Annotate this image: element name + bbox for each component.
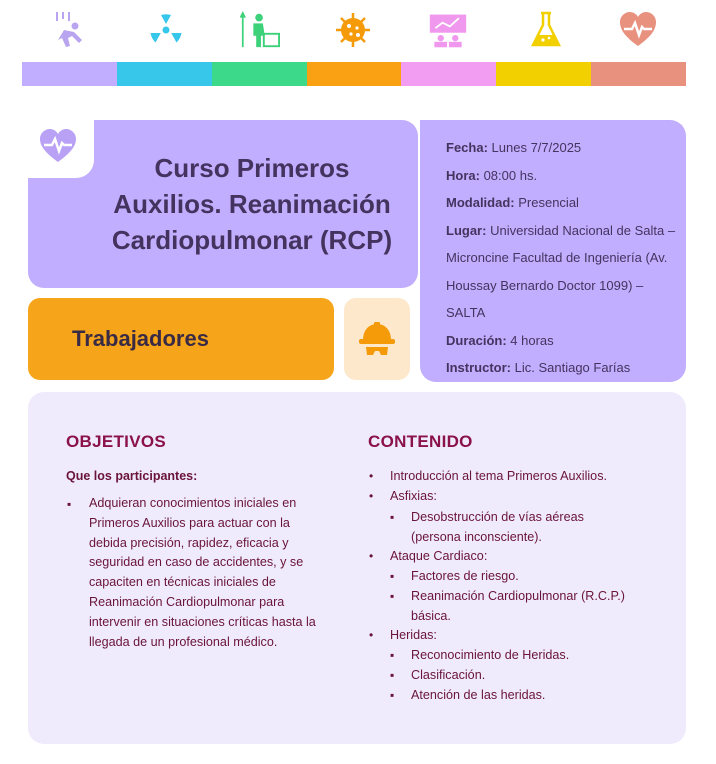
color-segment (307, 62, 402, 86)
detail-fecha: Fecha: Lunes 7/7/2025 (446, 140, 582, 155)
course-title-line: Curso Primeros (154, 153, 350, 183)
contenido-heading: CONTENIDO (368, 432, 473, 451)
course-details (446, 134, 680, 382)
hard-hat-icon (357, 320, 397, 358)
virus-icon (333, 10, 373, 50)
detail-hora: Hora: 08:00 hs. (446, 167, 538, 183)
radiation-icon (146, 10, 186, 50)
bullet-marker: ▪ (390, 648, 395, 662)
bullet-marker: ▪ (390, 688, 395, 702)
course-title-line: Cardiopulmonar (RCP) (111, 225, 393, 255)
bullet-marker: ▪ (390, 510, 395, 524)
detail-instructor: Instructor: Lic. Santiago Farías (446, 360, 631, 375)
falling-person-icon (50, 10, 90, 50)
bullet-marker: • (369, 469, 374, 483)
objetivos-heading: OBJETIVOS (66, 432, 167, 451)
color-segment (22, 62, 117, 86)
audience-label: Trabajadores (72, 326, 209, 351)
color-segment (212, 62, 307, 86)
contenido-subitem: Desobstrucción de vías aéreas (persona inconsciente). (411, 510, 584, 544)
contenido-item: Asfixias: (390, 489, 437, 503)
contenido-item: Ataque Cardiaco: (390, 549, 488, 563)
course-title (100, 150, 404, 258)
bullet-marker: • (369, 489, 374, 503)
contenido-subitem: Factores de riesgo. (411, 569, 519, 583)
contenido-subitem: Reconocimiento de Heridas. (411, 648, 570, 662)
lift-box-icon (240, 10, 280, 50)
flask-icon (526, 10, 566, 50)
bullet-marker: ▪ (390, 589, 395, 603)
color-segment (591, 62, 686, 86)
color-segment (401, 62, 496, 86)
color-segment (117, 62, 212, 86)
presentation-icon (428, 10, 468, 50)
contenido-item: Introducción al tema Primeros Auxilios. (390, 469, 607, 483)
course-title-line: Auxilios. Reanimación (113, 189, 391, 219)
heart-pulse-icon (618, 10, 658, 50)
detail-modalidad: Modalidad: Presencial (446, 195, 579, 210)
detail-lugar: Lugar: Universidad Nacional de Salta – Microncine Facultad de Ingeniería (Av. Houssay Bernardo Doctor 1099) – SALTA (446, 222, 676, 320)
color-bar (22, 62, 686, 86)
objetivos-subheading: Que los participantes: (66, 469, 198, 483)
objetivo-item: Adquieran conocimientos iniciales en Primeros Auxilios para actuar con la debida precisión, rapidez, eficacia y seguridad en caso de accidentes, y se capaciten en técnicas iniciales de Reanimación Cardiopulmonar para intervenir en situaciones críticas hasta la llegada de un profesional médico. (89, 496, 316, 649)
bullet-marker: ▪ (390, 668, 395, 682)
detail-duracion: Duración: 4 horas (446, 332, 554, 348)
heart-pulse-icon (38, 128, 78, 164)
contenido-subitem: Atención de las heridas. (411, 688, 546, 702)
contenido-item: Heridas: (390, 628, 437, 642)
bullet-marker: • (369, 549, 374, 563)
contenido-subitem: Clasificación. (411, 668, 486, 682)
bullet-marker: • (369, 628, 374, 642)
bullet-marker: ▪ (67, 497, 72, 511)
contenido-subitem: Reanimación Cardiopulmonar (R.C.P.) básica. (411, 589, 625, 623)
color-segment (496, 62, 591, 86)
bullet-marker: ▪ (390, 569, 395, 583)
